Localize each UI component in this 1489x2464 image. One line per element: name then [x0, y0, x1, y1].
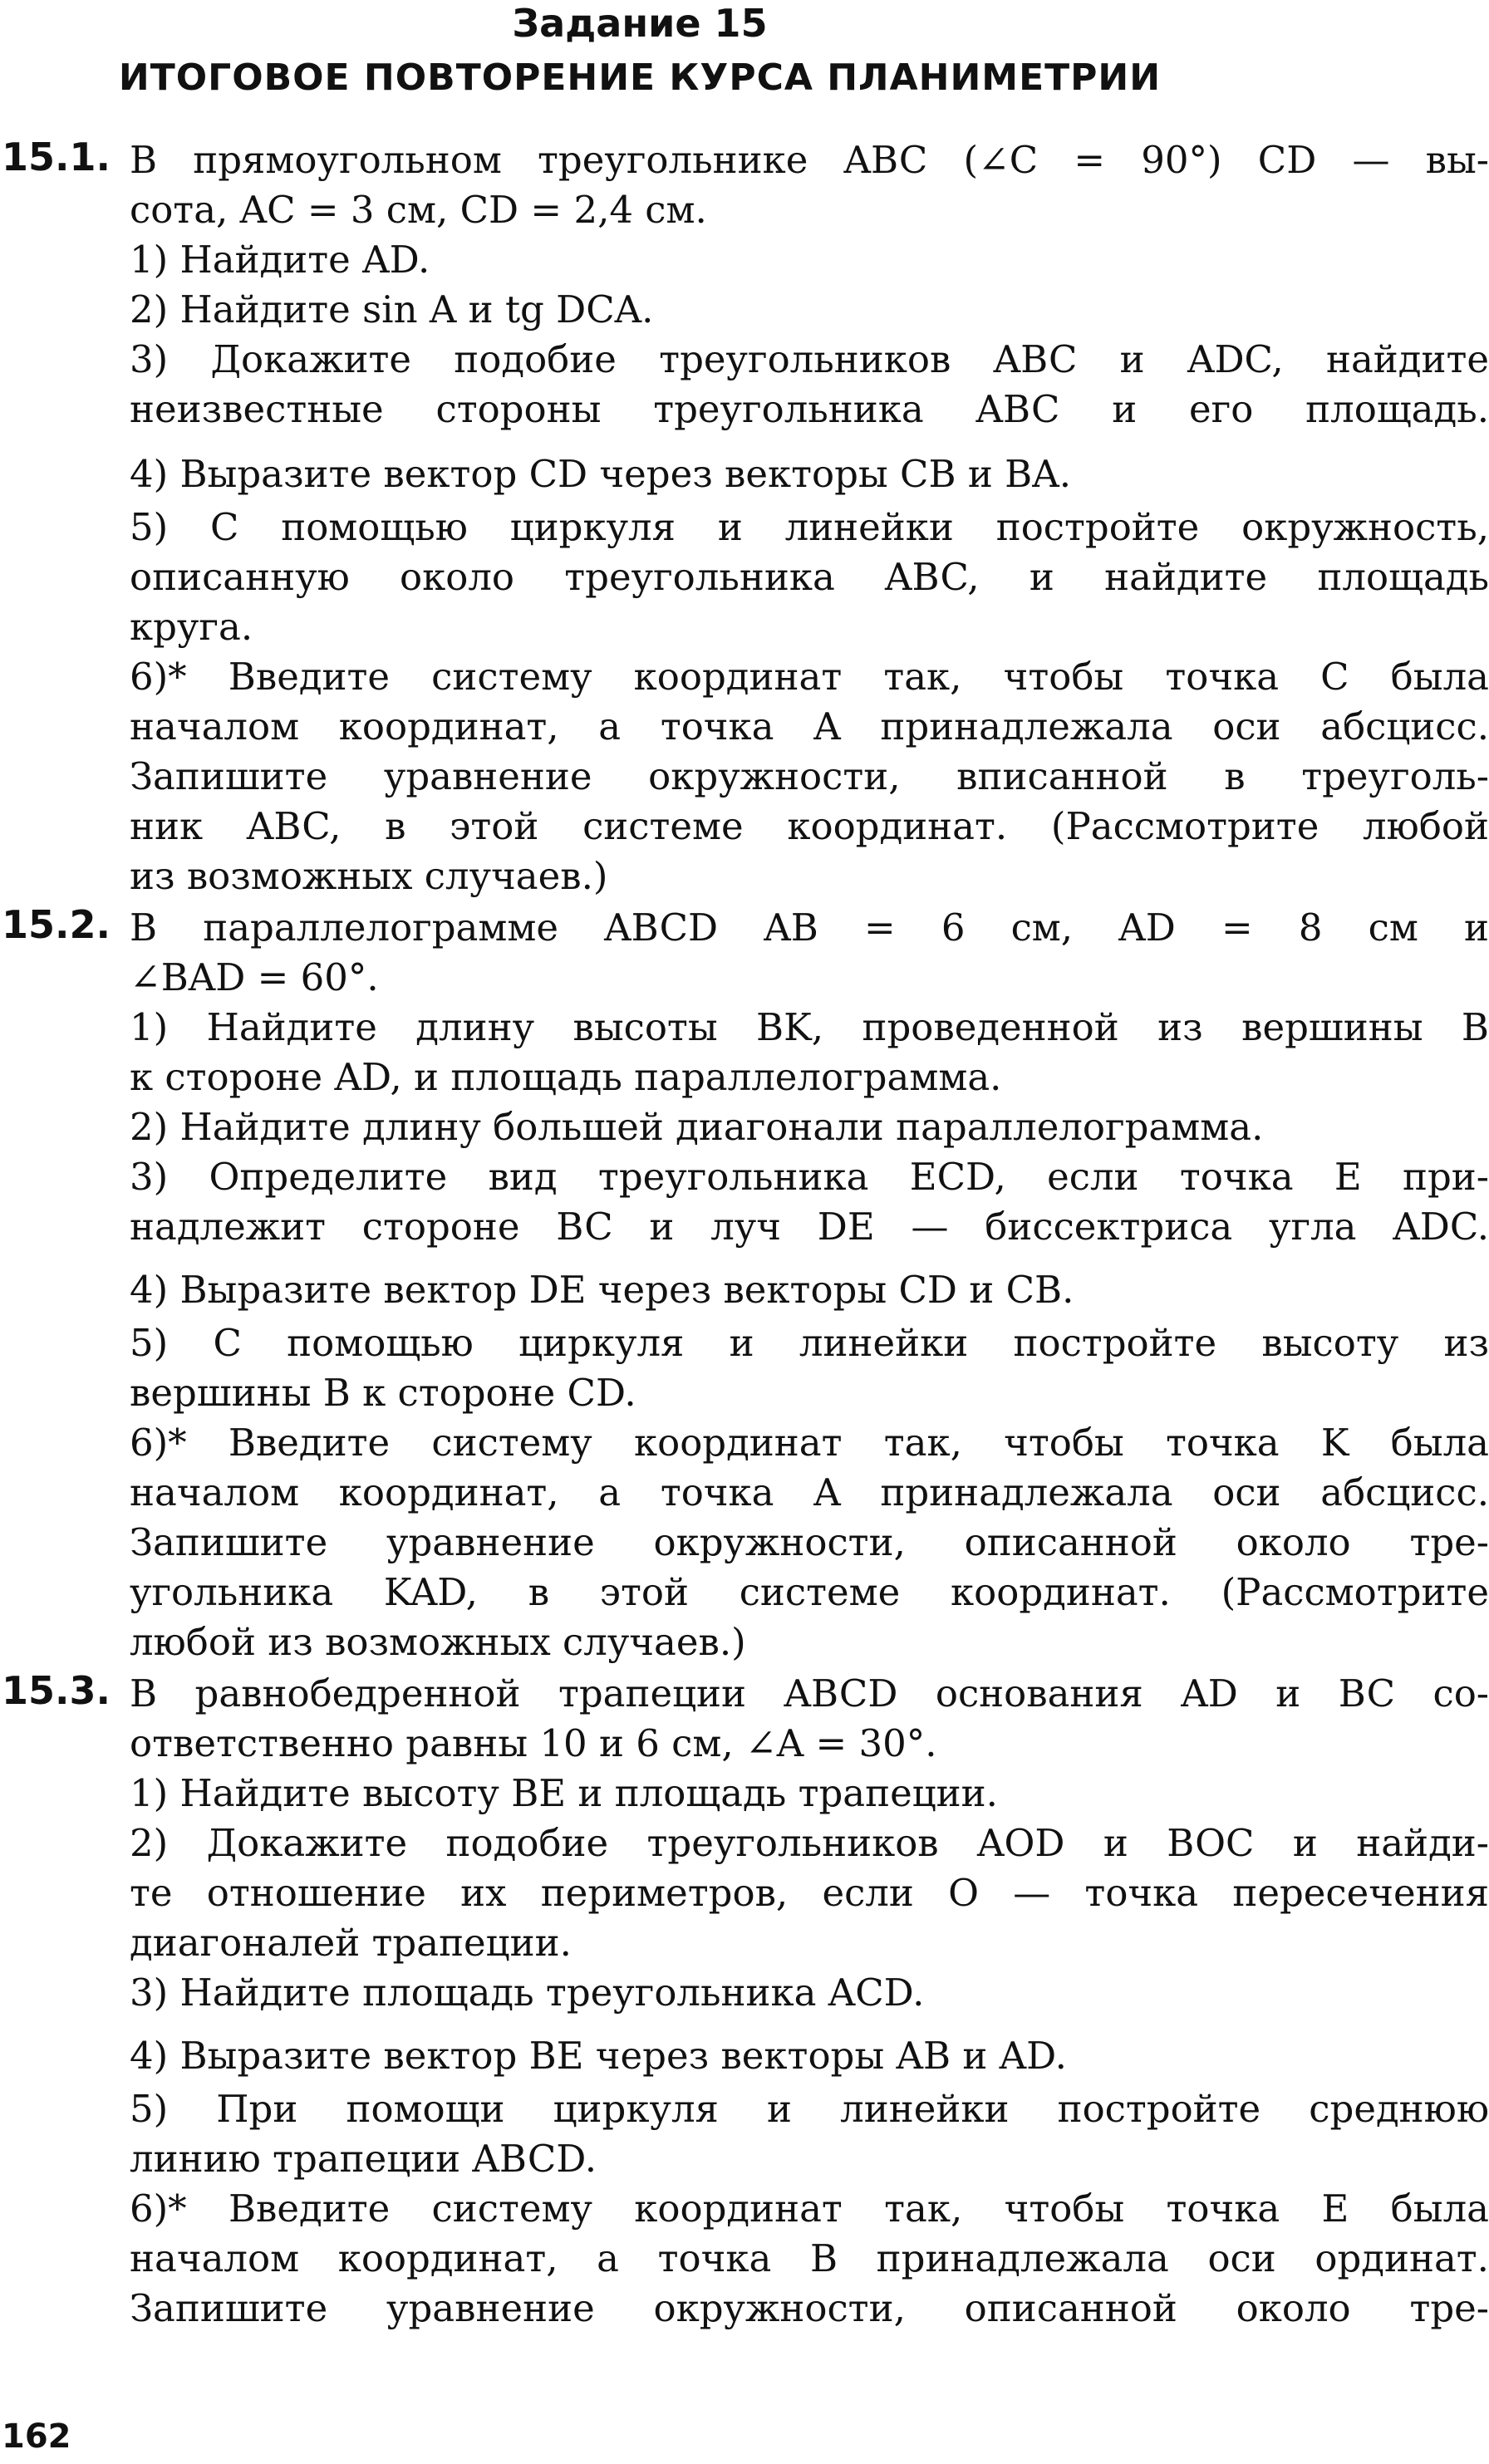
problem-line: В прямоугольном треугольнике ABC (∠C = 90°) CD — вы-	[130, 138, 1489, 182]
assignment-title: Задание 15	[512, 1, 768, 46]
problem-line: 5) С помощью циркуля и линейки постройте окружность,	[130, 505, 1489, 549]
problem-line: 4) Выразите вектор CD через векторы CB и BA.	[130, 452, 1072, 496]
problem-line: 1) Найдите длину высоты BK, проведенной из вершины B	[130, 1005, 1489, 1049]
problem-line: 3) Докажите подобие треугольников ABC и ADC, найдите	[130, 337, 1489, 381]
problem-line: 6)* Введите систему координат так, чтобы точка E была	[130, 2187, 1489, 2231]
problem-line: 2) Докажите подобие треугольников AOD и BOC и найди-	[130, 1821, 1489, 1865]
problem-line: Запишите уравнение окружности, вписанной в треуголь-	[130, 754, 1489, 798]
problem-line: угольника KAD, в этой системе координат. (Рассмотрите	[130, 1570, 1489, 1614]
problem-line: 2) Найдите sin A и tg DCA.	[130, 287, 654, 331]
problem-line: Запишите уравнение окружности, описанной около тре-	[130, 2286, 1489, 2330]
problem-line: круга.	[130, 605, 253, 649]
problem-line: ответственно равны 10 и 6 см, ∠A = 30°.	[130, 1721, 937, 1765]
problem-line: линию трапеции ABCD.	[130, 2137, 597, 2181]
problem-number: 15.2.	[2, 902, 111, 947]
problem-line: 3) Найдите площадь треугольника ACD.	[130, 1971, 925, 2015]
problem-line: к стороне AD, и площадь параллелограмма.	[130, 1055, 1002, 1099]
page-number: 162	[2, 2417, 71, 2456]
problem-line: 6)* Введите систему координат так, чтобы точка K была	[130, 1421, 1489, 1465]
problem-line: диагоналей трапеции.	[130, 1921, 572, 1965]
problem-number: 15.1.	[2, 135, 111, 179]
problem-line: ник ABC, в этой системе координат. (Рассмотрите любой	[130, 804, 1489, 848]
problem-line: 5) При помощи циркуля и линейки постройте среднюю	[130, 2087, 1489, 2131]
problem-line: неизвестные стороны треугольника ABC и его площадь.	[130, 387, 1489, 431]
problem-line: те отношение их периметров, если O — точка пересечения	[130, 1871, 1489, 1915]
problem-line: 4) Выразите вектор DE через векторы CD и CB.	[130, 1268, 1074, 1312]
problem-line: началом координат, а точка B принадлежала оси ординат.	[130, 2236, 1489, 2280]
problem-line: 3) Определите вид треугольника ECD, если точка E при-	[130, 1155, 1489, 1199]
problem-line: 2) Найдите длину большей диагонали параллелограмма.	[130, 1105, 1264, 1149]
problem-line: вершины B к стороне CD.	[130, 1371, 636, 1415]
problem-line: 1) Найдите AD.	[130, 238, 430, 282]
problem-number: 15.3.	[2, 1668, 111, 1713]
problem-line: сота, AC = 3 см, CD = 2,4 см.	[130, 188, 707, 232]
problem-line: В равнобедренной трапеции ABCD основания AD и BC со-	[130, 1671, 1489, 1715]
problem-line: описанную около треугольника ABC, и найдите площадь	[130, 555, 1489, 599]
section-subtitle: ИТОГОВОЕ ПОВТОРЕНИЕ КУРСА ПЛАНИМЕТРИИ	[118, 56, 1162, 99]
problem-line: ∠BAD = 60°.	[130, 955, 379, 999]
problem-line: 1) Найдите высоту BE и площадь трапеции.	[130, 1771, 998, 1815]
problem-line: из возможных случаев.)	[130, 854, 608, 898]
problem-line: надлежит стороне BC и луч DE — биссектриса угла ADC.	[130, 1205, 1489, 1249]
problem-line: началом координат, а точка A принадлежала оси абсцисс.	[130, 1470, 1489, 1514]
problem-line: 4) Выразите вектор BE через векторы AB и AD.	[130, 2034, 1067, 2078]
problem-line: 5) С помощью циркуля и линейки постройте высоту из	[130, 1321, 1489, 1365]
problem-line: В параллелограмме ABCD AB = 6 см, AD = 8 см и	[130, 906, 1489, 950]
problem-line: любой из возможных случаев.)	[130, 1620, 746, 1664]
problem-line: Запишите уравнение окружности, описанной около тре-	[130, 1520, 1489, 1564]
problem-line: 6)* Введите систему координат так, чтобы точка C была	[130, 655, 1489, 699]
problem-line: началом координат, а точка A принадлежала оси абсцисс.	[130, 704, 1489, 749]
